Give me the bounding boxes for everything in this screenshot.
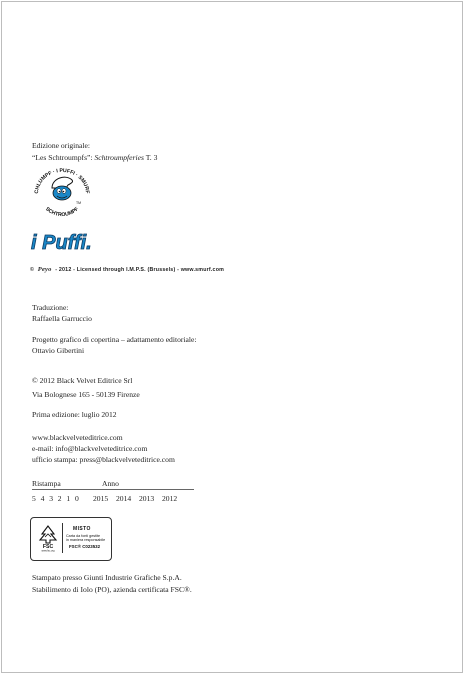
year-value: 2012 (161, 494, 178, 503)
fsc-code: FSC® C023532 (69, 544, 101, 549)
smurf-emblem-logo (30, 164, 94, 220)
smurf-head-icon (52, 177, 73, 200)
reprint-number: 3 (49, 494, 53, 503)
peyo-signature: Peyo (37, 266, 52, 273)
original-volume: T. 3 (145, 153, 158, 162)
year-value: 2015 (92, 494, 109, 503)
original-album-title: Schtroumpferies (94, 153, 144, 162)
fsc-logo-sub: www.fsc.org (41, 549, 55, 552)
puffi-logo-text: i Puffi. (31, 232, 92, 254)
translation-label: Traduzione: (32, 303, 69, 312)
svg-text:SCHTROUMPF (44, 206, 80, 218)
original-edition-title (32, 153, 157, 163)
license-copyright-symbol: © (30, 267, 35, 273)
fsc-logo-text: FSC (42, 544, 54, 550)
reprint-col-label: Ristampa (32, 479, 61, 488)
license-credit (30, 266, 224, 273)
fsc-divider (62, 523, 63, 553)
reprint-number: 0 (74, 494, 79, 503)
reprint-header (32, 479, 119, 489)
press-office: ufficio stampa: press@blackvelveteditrice.com (32, 455, 175, 464)
fsc-label (30, 517, 112, 561)
puffi-logo (30, 226, 110, 256)
emblem-arc-text: CHLUMPF · I PUFFI · SMURF (33, 167, 91, 194)
original-series-title: “Les Schtroumpfs”: (32, 153, 93, 162)
fsc-line2: in maniera responsabile (66, 538, 106, 543)
emblem-tm: TM (76, 201, 82, 205)
reprint-number: 2 (57, 494, 62, 503)
year-col-label: Anno (102, 479, 119, 488)
fsc-tree-icon (37, 524, 59, 552)
year-value: 2013 (138, 494, 155, 503)
design-label: Progetto grafico di copertina – adattamento editoriale: (32, 335, 197, 344)
fsc-misto: MISTO (73, 526, 91, 532)
reprint-values-row (32, 494, 177, 504)
emblem-bottom-text: SCHTROUMPF (44, 206, 80, 219)
translator-name: Raffaella Garruccio (32, 314, 92, 323)
website: www.blackvelveteditrice.com (32, 433, 123, 442)
fsc-line1: Carta da fonti gestite (66, 534, 101, 538)
reprint-number: 4 (40, 494, 45, 503)
first-edition: Prima edizione: luglio 2012 (32, 410, 117, 419)
publisher-copyright: © 2012 Black Velvet Editrice Srl (32, 376, 133, 385)
printer-line1: Stampato presso Giunti Industrie Grafiche S.p.A. (32, 573, 182, 582)
designer-name: Ottavio Gibertini (32, 346, 85, 355)
reprint-number: 5 (32, 494, 36, 503)
reprint-number: 1 (66, 494, 71, 503)
email: e-mail: info@blackvelveteditrice.com (32, 444, 148, 453)
printer-line2: Stabilimento di Iolo (PO), azienda certificata FSC®. (32, 585, 192, 594)
fsc-description (66, 534, 105, 543)
year-value: 2014 (115, 494, 132, 503)
reprint-divider (32, 489, 194, 490)
publisher-address: Via Bolognese 165 - 50139 Firenze (32, 390, 140, 399)
original-edition-label: Edizione originale: (32, 141, 90, 150)
license-text: - 2012 - Licensed through I.M.P.S. (Brussels) - www.smurf.com (55, 267, 225, 273)
